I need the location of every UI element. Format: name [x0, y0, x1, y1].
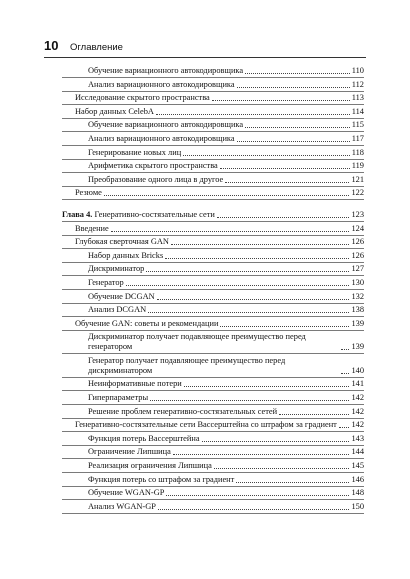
- toc-entry-underline: [62, 458, 364, 459]
- toc-entry[interactable]: [62, 407, 364, 417]
- toc-entry[interactable]: [62, 434, 364, 444]
- toc-entry-title: Дискриминатор получает подавляющее преимущество перед генератором: [88, 332, 306, 352]
- toc-entry[interactable]: [62, 175, 364, 185]
- toc-leader-dots: [104, 195, 350, 196]
- toc-entry-title: Неинформативные потери: [88, 379, 182, 389]
- toc-entry[interactable]: [62, 356, 364, 376]
- toc-page-number: 110: [351, 66, 364, 75]
- toc-entry[interactable]: [62, 148, 364, 158]
- toc-entry-underline: [62, 221, 364, 222]
- toc-entry-underline: [62, 104, 364, 105]
- toc-entry-underline: [62, 145, 364, 146]
- toc-entry-underline: [62, 486, 364, 487]
- toc-leader-dots: [165, 258, 349, 259]
- toc-group-chapter-4: [62, 224, 364, 512]
- toc-entry-title: Анализ DCGAN: [88, 305, 147, 315]
- toc-entry-title: Функция потерь со штрафом за градиент: [88, 474, 235, 484]
- toc-page-number: 115: [351, 120, 364, 130]
- toc-entry-title: Введение: [75, 223, 109, 233]
- toc-entry-title: Обучение WGAN-GP: [88, 488, 165, 498]
- toc-entry-title: Арифметика скрытого пространства: [88, 161, 218, 171]
- toc-entry-title: Ограничение Липшица: [88, 447, 171, 457]
- toc-page-number: 144: [351, 447, 364, 457]
- chapter-label: Глава 4.: [62, 209, 93, 219]
- toc-entry-underline: [62, 377, 364, 378]
- toc-leader-dots: [173, 454, 350, 455]
- toc-leader-dots: [225, 182, 349, 183]
- toc-entry-underline: [62, 91, 364, 92]
- toc-entry-underline: [62, 199, 364, 200]
- toc-entry-underline: [62, 186, 364, 187]
- toc-entry-title: Анализ вариационного автокодировщика: [88, 133, 235, 143]
- toc-page-number: 142: [351, 393, 364, 403]
- toc-entry[interactable]: [62, 66, 364, 76]
- toc-entry-underline: [62, 513, 364, 514]
- toc-leader-dots: [236, 482, 349, 483]
- toc-page-number: 139: [351, 342, 364, 352]
- toc-entry[interactable]: [62, 379, 364, 389]
- toc-entry-title: Анализ WGAN-GP: [88, 501, 156, 511]
- toc-entry-title: Решение проблем генеративно-состязательных сетей: [88, 406, 278, 416]
- toc-leader-dots: [237, 87, 350, 88]
- toc-entry-title: Реализация ограничения Липшица: [88, 461, 212, 471]
- table-of-contents: [62, 66, 364, 515]
- toc-entry[interactable]: [62, 292, 364, 302]
- toc-page-number: 139: [351, 318, 364, 328]
- toc-leader-dots: [245, 127, 350, 128]
- toc-leader-dots: [184, 386, 350, 387]
- toc-entry[interactable]: [62, 224, 364, 234]
- toc-leader-dots: [166, 495, 349, 496]
- toc-entry-title: Преобразование одного лица в другое: [88, 174, 224, 184]
- toc-entry[interactable]: [62, 161, 364, 171]
- toc-page-number: 118: [351, 147, 364, 157]
- toc-entry-title: Обучение DCGAN: [88, 291, 155, 301]
- toc-page-number: 126: [351, 250, 364, 260]
- toc-page-number: 127: [351, 264, 364, 274]
- page-number: 10: [44, 38, 59, 53]
- toc-leader-dots: [217, 217, 350, 218]
- toc-page-number: 138: [351, 305, 364, 315]
- toc-group-chapter-3-tail: [62, 66, 364, 198]
- toc-page-number: 145: [351, 461, 364, 471]
- toc-entry[interactable]: [62, 251, 364, 261]
- toc-leader-dots: [148, 312, 349, 313]
- toc-page-number: 126: [351, 237, 364, 247]
- toc-chapter-entry[interactable]: [62, 210, 364, 220]
- toc-leader-dots: [214, 468, 350, 469]
- toc-entry-title: Обучение GAN: советы и рекомендации: [75, 318, 219, 328]
- toc-leader-dots: [183, 155, 350, 156]
- toc-entry[interactable]: [62, 475, 364, 485]
- toc-entry[interactable]: [62, 420, 364, 430]
- toc-entry[interactable]: [62, 107, 364, 117]
- toc-entry[interactable]: [62, 393, 364, 403]
- toc-entry-underline: [62, 275, 364, 276]
- toc-entry-underline: [62, 262, 364, 263]
- toc-page-number: 150: [351, 501, 364, 511]
- toc-page-number: 122: [351, 188, 364, 198]
- toc-entry-underline: [62, 172, 364, 173]
- toc-entry-underline: [62, 159, 364, 160]
- toc-leader-dots: [220, 168, 350, 169]
- toc-page-number: 142: [351, 420, 364, 430]
- toc-entry-underline: [62, 235, 364, 236]
- toc-entry[interactable]: [62, 502, 364, 512]
- toc-entry-underline: [62, 445, 364, 446]
- toc-entry[interactable]: [62, 237, 364, 247]
- toc-entry-underline: [62, 248, 364, 249]
- toc-page-number: 142: [351, 406, 364, 416]
- toc-leader-dots: [146, 271, 349, 272]
- toc-entry-title: Генератор: [88, 277, 124, 287]
- toc-leader-dots: [202, 441, 350, 442]
- toc-leader-dots: [220, 326, 349, 327]
- toc-entry[interactable]: [62, 264, 364, 274]
- toc-entry-underline: [62, 118, 364, 119]
- toc-entry[interactable]: [62, 278, 364, 288]
- toc-entry[interactable]: [62, 134, 364, 144]
- toc-entry-underline: [62, 289, 364, 290]
- toc-leader-dots: [150, 400, 349, 401]
- toc-entry-title: Обучение вариационного автокодировщика: [88, 66, 244, 75]
- toc-leader-dots: [279, 414, 349, 415]
- toc-leader-dots: [237, 141, 350, 142]
- toc-entry-underline: [62, 431, 364, 432]
- toc-entry[interactable]: [62, 447, 364, 457]
- header-rule: [44, 57, 366, 58]
- chapter-title-text: Генеративно-состязательные сети: [94, 209, 215, 219]
- toc-entry-title: Генератор получает подавляющее преимущество перед дискриминатором: [88, 355, 286, 375]
- chapter-gap: [62, 202, 364, 210]
- toc-entry-title: Резюме: [75, 188, 102, 198]
- toc-entry-title: Набор данных CelebA: [75, 106, 154, 116]
- toc-page-number: 148: [351, 488, 364, 498]
- toc-leader-dots: [171, 244, 349, 245]
- toc-entry-title: Анализ вариационного автокодировщика: [88, 79, 235, 89]
- running-header: [44, 38, 123, 53]
- toc-page-number: 143: [351, 433, 364, 443]
- toc-page-number: 130: [351, 277, 364, 287]
- toc-entry-underline: [62, 390, 364, 391]
- toc-entry-title: Обучение вариационного автокодировщика: [88, 120, 244, 130]
- toc-page-number: 112: [351, 79, 364, 89]
- toc-chapter-title: [62, 210, 215, 220]
- toc-leader-dots: [212, 100, 350, 101]
- toc-entry[interactable]: [62, 332, 364, 352]
- toc-entry[interactable]: [62, 93, 364, 103]
- toc-entry-underline: [62, 131, 364, 132]
- toc-entry[interactable]: [62, 488, 364, 498]
- toc-entry[interactable]: [62, 120, 364, 130]
- toc-page-number: 119: [351, 161, 364, 171]
- toc-entry-underline: [62, 330, 364, 331]
- running-header-title: Оглавление: [70, 42, 123, 53]
- toc-entry[interactable]: [62, 461, 364, 471]
- toc-leader-dots: [341, 373, 349, 374]
- toc-leader-dots: [156, 114, 350, 115]
- toc-entry[interactable]: [62, 305, 364, 315]
- toc-entry[interactable]: [62, 80, 364, 90]
- toc-entry-underline: [62, 77, 364, 78]
- toc-entry-title: Глубокая сверточная GAN: [75, 237, 169, 247]
- toc-entry-underline: [62, 316, 364, 317]
- toc-entry-title: Генерирование новых лиц: [88, 147, 182, 157]
- toc-entry-underline: [62, 472, 364, 473]
- toc-leader-dots: [245, 73, 350, 74]
- toc-entry[interactable]: [62, 188, 364, 198]
- toc-page-number: 146: [351, 474, 364, 484]
- toc-leader-dots: [341, 349, 349, 350]
- toc-entry-title: Генеративно-состязательные сети Вассерштейна со штрафом за градиент: [75, 420, 337, 430]
- toc-leader-dots: [158, 509, 350, 510]
- toc-page-number: 132: [351, 291, 364, 301]
- toc-entry-title: Дискриминатор: [88, 264, 145, 274]
- toc-entry-underline: [62, 303, 364, 304]
- toc-entry-title: Функция потерь Вассерштейна: [88, 433, 200, 443]
- toc-page-number: 113: [351, 93, 364, 103]
- toc-leader-dots: [157, 299, 350, 300]
- toc-entry-underline: [62, 418, 364, 419]
- toc-leader-dots: [126, 285, 350, 286]
- toc-page-number: 123: [351, 209, 364, 219]
- toc-page-number: 140: [351, 365, 364, 375]
- toc-entry-underline: [62, 353, 364, 354]
- toc-page-number: 141: [351, 379, 364, 389]
- toc-leader-dots: [111, 231, 350, 232]
- toc-page-number: 117: [351, 133, 364, 143]
- toc-entry-underline: [62, 499, 364, 500]
- toc-page-number: 114: [351, 106, 364, 116]
- toc-leader-dots: [339, 427, 350, 428]
- toc-entry-title: Исследование скрытого пространства: [75, 93, 210, 103]
- toc-page-number: 121: [351, 174, 364, 184]
- toc-entry[interactable]: [62, 319, 364, 329]
- toc-entry-title: Гиперпараметры: [88, 393, 149, 403]
- toc-page-number: 124: [351, 223, 364, 233]
- toc-entry-underline: [62, 404, 364, 405]
- toc-entry-title: Набор данных Bricks: [88, 250, 164, 260]
